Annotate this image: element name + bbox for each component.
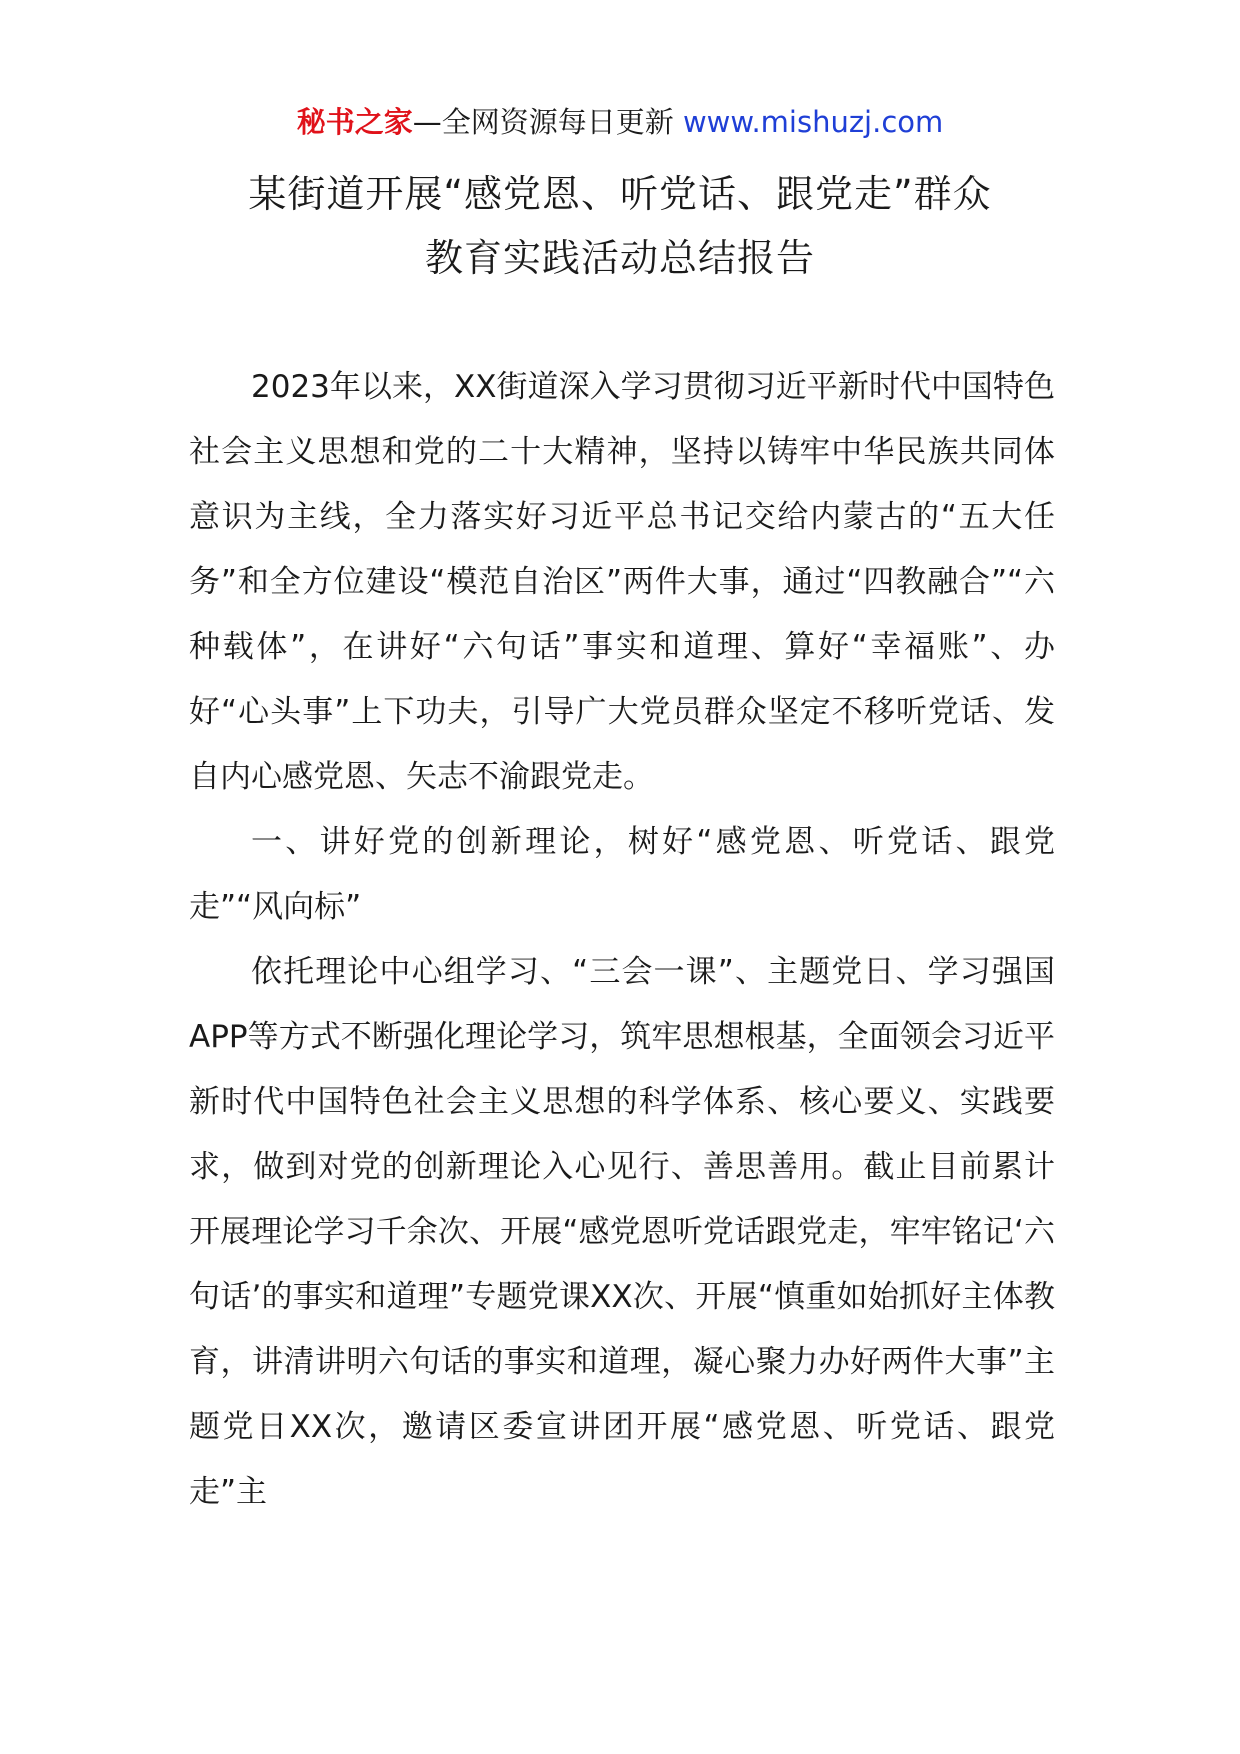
title-line-1: 某街道开展“感党恩、听党话、跟党走”群众 [248, 172, 992, 216]
section-heading-1: 一、讲好党的创新理论，树好“感党恩、听党话、跟党走”“风向标” [189, 824, 1055, 925]
document-title [150, 162, 1090, 290]
banner-url-link[interactable]: www.mishuzj.com [682, 105, 944, 139]
paragraph-section-1: 依托理论中心组学习、“三会一课”、主题党日、学习强国APP等方式不断强化理论学习，筑牢思想根基，全面领会习近平新时代中国特色社会主义思想的科学体系、核心要义、实践要求，做到对党的创新理论入心见行、善思善用。截止目前累计开展理论学习千余次、开展“感党恩听党话跟党走，牢牢铭记‘六句话’的事实和道理”专题党课XX次、开展“慎重如始抓好主体教育，讲清讲明六句话的事实和道理，凝心聚力办好两件大事”主题党日XX次，邀请区委宣讲团开展“感党恩、听党话、跟党走”主 [189, 954, 1055, 1510]
site-banner [0, 102, 1240, 142]
banner-brand: 秘书之家 [296, 105, 413, 139]
paragraph-intro: 2023年以来，XX街道深入学习贯彻习近平新时代中国特色社会主义思想和党的二十大精神，坚持以铸牢中华民族共同体意识为主线，全力落实好习近平总书记交给内蒙古的“五大任务”和全方位建设“模范自治区”两件大事，通过“四教融合”“六种载体”，在讲好“六句话”事实和道理、算好“幸福账”、办好“心头事”上下功夫，引导广大党员群众坚定不移听党话、发自内心感党恩、矢志不渝跟党走。 [189, 369, 1055, 795]
title-line-2: 教育实践活动总结报告 [424, 236, 815, 280]
banner-tagline: —全网资源每日更新 [412, 105, 674, 139]
document-body [189, 355, 1055, 1525]
